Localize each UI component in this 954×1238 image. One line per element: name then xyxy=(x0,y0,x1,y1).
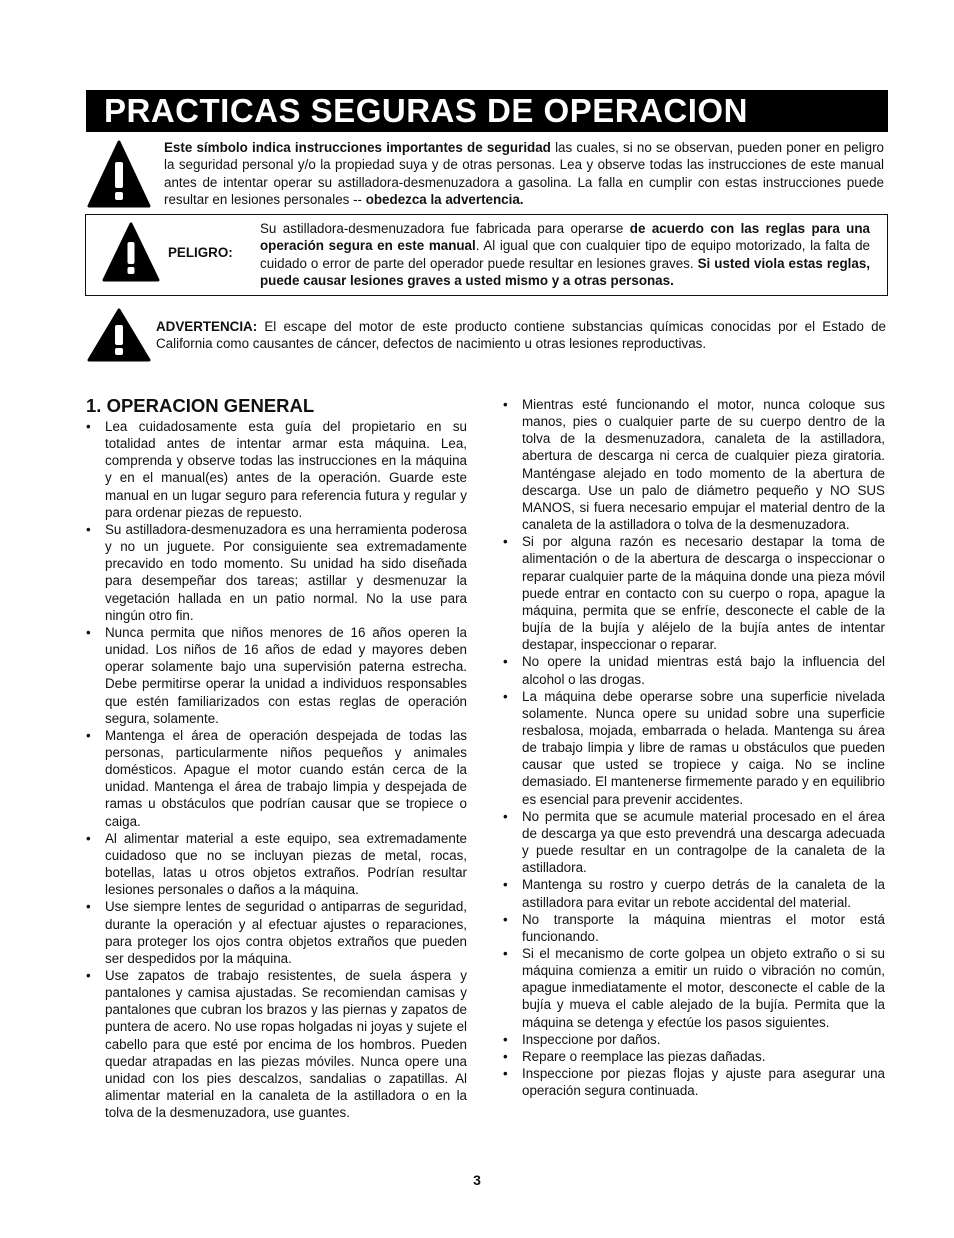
danger-bold-2: Si usted viola estas reglas, puede causar lesiones graves a usted mismo y a otras personas. xyxy=(260,255,870,288)
list-item: • Use zapatos de trabajo resistentes, de suela áspera y pantalones y camisa ajustadas. Se recomiendan camisas y pantalones que cubran los brazos y las piernas y zapatos de puntera de acero. No use ropas holgadas ni joyas y sujete el cabello para que esté por encima de los hombros. Pueden quedar atrapadas en las piezas móviles. Nunca opere una unidad con los pies descalzos, sandalias o zapatillas. Al alimentar material en la canaleta de la astilladora o en la tolva de la desmenuzadora, use guantes. xyxy=(86,967,467,1121)
right-column-list xyxy=(503,396,885,1099)
danger-text xyxy=(260,220,870,289)
safety-notice-text: las cuales, si no se observan, pueden poner en peligro la seguridad personal y/o la propiedad suya y de otras personas. Lea y observe todas las instrucciones de este manual antes de intentar operar su astilladora-desmenuzadora a gasolina. La falla en cumplir con estas instrucciones puede resultar en lesiones personales -- xyxy=(164,140,884,207)
list-item: • Nunca permita que niños menores de 16 años operen la unidad. Los niños de 16 años de edad y mayores deben operar solamente bajo una supervisión paterna estrecha. Debe permitirse operar la unidad a individuos responsables que estén familiarizados con estas reglas de operación segura, solamente. xyxy=(86,624,467,727)
list-item: • Si por alguna razón es necesario destapar la toma de alimentación o de la abertura de descarga o inspeccionar o reparar cualquier parte de la máquina donde una pieza móvil puede entrar en contacto con su cuerpo o ropa, apague la máquina, permita que se enfríe, desconecte el cable de la bujía de la bujía y aléjelo de la bujía antes de intentar destapar, inspeccionar o reparar. xyxy=(503,533,885,653)
page-number: 3 xyxy=(473,1172,481,1188)
danger-label: PELIGRO: xyxy=(168,245,233,260)
list-item: • Al alimentar material a este equipo, sea extremadamente cuidadoso que no se incluyan piezas de metal, rocas, botellas, latas u otros objetos extraños. Podrían resultar lesiones personales o daños a la máquina. xyxy=(86,830,467,899)
danger-text-1: Su astilladora-desmenuzadora fue fabricada para operarse xyxy=(260,221,630,236)
page-title: PRACTICAS SEGURAS DE OPERACION xyxy=(86,90,888,132)
list-item: • No permita que se acumule material procesado en el área de descarga ya que esto prevendrá una descarga adecuada y puede resultar en un contragolpe de la canaleta de la astilladora. xyxy=(503,808,885,877)
list-item: • Mantenga su rostro y cuerpo detrás de la canaleta de la astilladora para evitar un rebote accidental del material. xyxy=(503,876,885,910)
list-item: • Mantenga el área de operación despejada de todas las personas, particularmente niños pequeños y animales domésticos. Apague el motor cuando están cerca de la unidad. Mantenga el área de trabajo limpia y despejada de ramas u obstáculos que podrían causar que se tropiece o caiga. xyxy=(86,727,467,830)
warning-triangle-icon xyxy=(87,140,151,208)
danger-text-2: . Al igual que con cualquier tipo de equipo motorizado, la falta de cuidado o error de parte del operador puede resultar en lesiones graves. xyxy=(260,238,870,271)
section-heading: 1. OPERACION GENERAL xyxy=(86,395,315,416)
list-item: • No transporte la máquina mientras el motor está funcionando. xyxy=(503,911,885,945)
list-item: • Repare o reemplace las piezas dañadas. xyxy=(503,1048,885,1065)
danger-triangle-icon xyxy=(102,222,160,282)
list-item: • Si el mecanismo de corte golpea un objeto extraño o si su máquina comienza a emitir un ruido o vibración no común, apague inmediatamente el motor, desconecte el cable de la bujía y mueva el cable alejado de la bujía. Permita que la máquina se detenga y efectúe los pasos siguientes. xyxy=(503,945,885,1031)
list-item: • Inspeccione por piezas flojas y ajuste para asegurar una operación segura continuada. xyxy=(503,1065,885,1099)
warning-triangle-icon xyxy=(87,308,151,362)
list-item: • Mientras esté funcionando el motor, nunca coloque sus manos, pies o cualquier parte de su cuerpo dentro de la tolva de la desmenuzadora, canaleta de la astilladora, abertura de descarga ni cerca de cualquier pieza giratoria. Manténgase alejado en todo momento de la abertura de descarga. Use un palo de diámetro pequeño y NO SUS MANOS, si fuera necesario empujar el material dentro de la canaleta de la astilladora o tolva de la desmenuzadora. xyxy=(503,396,885,533)
danger-bold-1: de acuerdo con las reglas para una operación segura en este manual xyxy=(260,221,870,254)
safety-notice-bold-end: obedezca la advertencia. xyxy=(365,191,524,207)
list-item: • Lea cuidadosamente esta guía del propietario en su totalidad antes de intentar armar esta máquina. Lea, comprenda y observe todas las instrucciones en la máquina y en el manual(es) antes de la operación. Guarde este manual en un lugar seguro para referencia futura y regular y para ordenar piezas de repuesto. xyxy=(86,418,467,521)
list-item: • No opere la unidad mientras está bajo la influencia del alcohol o las drogas. xyxy=(503,653,885,687)
left-column-list xyxy=(86,418,467,1121)
safety-notice xyxy=(164,139,884,208)
warning-text xyxy=(156,318,886,353)
list-item: • Su astilladora-desmenuzadora es una herramienta poderosa y no un juguete. Por consiguiente sea extremadamente precavido en todo momento. Su unidad ha sido diseñada para desempeñar dos tareas; astillar y desmenuzar la vegetación hallada en un patio normal. No la use para ningún otro fin. xyxy=(86,521,467,624)
warning-label: ADVERTENCIA: xyxy=(156,319,258,334)
warning-body: El escape del motor de este producto contiene substancias químicas conocidas por el Estado de California como causantes de cáncer, defectos de nacimiento u otras lesiones reproductivas. xyxy=(156,319,886,352)
list-item: • La máquina debe operarse sobre una superficie nivelada solamente. Nunca opere su unidad sobre una superficie resbalosa, mojada, embarrada o helada. Mantenga su área de trabajo limpia y libre de ramas u obstáculos que pueden causar que usted se tropiece y caiga. No se incline demasiado. El mantenerse firmemente parado y en equilibrio es esencial para prevenir accidentes. xyxy=(503,688,885,808)
list-item: • Inspeccione por daños. xyxy=(503,1031,885,1048)
safety-notice-bold-intro: Este símbolo indica instrucciones importantes de seguridad xyxy=(164,140,551,155)
list-item: • Use siempre lentes de seguridad o antiparras de seguridad, durante la operación y al efectuar ajustes o reparaciones, para proteger los ojos contra objetos extraños que pueden ser despedidos por la máquina. xyxy=(86,898,467,967)
